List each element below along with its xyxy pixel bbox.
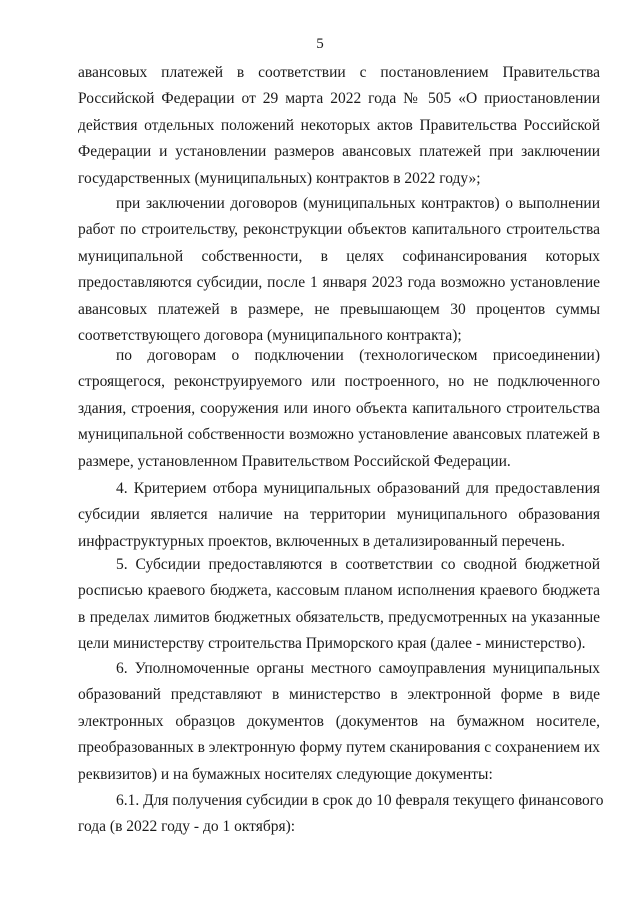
text-line: строящегося, реконструируемого или построенного, но не подключенного (78, 373, 600, 391)
paragraph-connection-contracts (78, 343, 600, 475)
text-line: при заключении договоров (муниципальных контрактов) о выполнении (116, 195, 600, 212)
text-line: электронных образцов документов (документов на бумажном носителе, (78, 712, 600, 730)
paragraph-advance-payments-decree (78, 60, 600, 192)
paragraph-section-6 (78, 656, 600, 788)
paragraph-section-4 (78, 476, 600, 555)
paragraph-section-6-1 (78, 788, 604, 841)
paragraph-construction-contracts (78, 191, 600, 349)
text-line: субсидии является наличие на территории муниципального образования (78, 506, 600, 524)
text-line: 4. Критерием отбора муниципальных образований для предоставления (116, 480, 600, 497)
text-line: цели министерству строительства Приморского края (далее - министерство). (78, 635, 586, 653)
paragraph-section-5 (78, 552, 600, 658)
page-number: 5 (316, 36, 324, 52)
text-line: 5. Субсидии предоставляются в соответствии со сводной бюджетной (116, 556, 600, 573)
text-line: муниципальной собственности, в целях софинансирования которых (78, 247, 600, 265)
text-line: Федерации и установлении размеров авансовых платежей при заключении (78, 143, 600, 161)
text-line: авансовых платежей в размере, не превышающем 30 процентов суммы (78, 300, 600, 318)
text-line: муниципальной собственности возможно установление авансовых платежей в (78, 426, 600, 444)
text-line: 6.1. Для получения субсидии в срок до 10 февраля текущего финансового (116, 792, 604, 809)
text-line: по договорам о подключении (технологическом присоединении) (116, 347, 600, 364)
text-line: работ по строительству, реконструкции объектов капитального строительства (78, 221, 600, 239)
text-line: соответствующего договора (муниципального контракта); (78, 326, 462, 344)
text-line: года (в 2022 году - до 1 октября): (78, 818, 296, 836)
text-line: авансовых платежей в соответствии с постановлением Правительства (78, 64, 600, 81)
text-line: Российской Федерации от 29 марта 2022 года № 505 «О приостановлении (78, 90, 600, 108)
text-line: росписью краевого бюджета, кассовым планом исполнения краевого бюджета (78, 582, 600, 600)
text-line: размере, установленном Правительством Российской Федерации. (78, 452, 511, 470)
text-line: реквизитов) и на бумажных носителях следующие документы: (78, 765, 493, 783)
text-line: инфраструктурных проектов, включенных в детализированный перечень. (78, 532, 565, 550)
text-line: 6. Уполномоченные органы местного самоуправления муниципальных (116, 660, 600, 677)
text-line: здания, строения, сооружения или иного объекта капитального строительства (78, 399, 600, 417)
text-line: в пределах лимитов бюджетных обязательств, предусмотренных на указанные (78, 608, 600, 626)
text-line: предоставляются субсидии, после 1 января 2023 года возможно установление (78, 274, 600, 292)
text-line: образований представляют в министерство в электронной форме в виде (78, 686, 600, 704)
text-line: преобразованных в электронную форму путем сканирования с сохранением их (78, 739, 600, 757)
text-line: действия отдельных положений некоторых актов Правительства Российской (78, 116, 600, 134)
text-line: государственных (муниципальных) контрактов в 2022 году»; (78, 169, 481, 187)
